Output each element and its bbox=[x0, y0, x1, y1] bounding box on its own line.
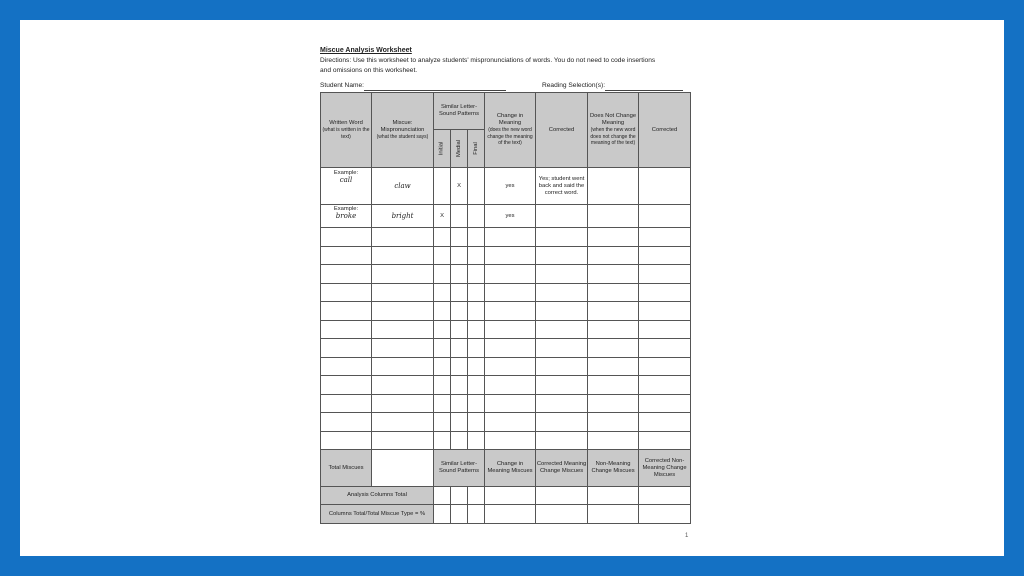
worksheet-row bbox=[321, 357, 691, 376]
student-name-line[interactable] bbox=[364, 82, 506, 91]
worksheet-cell[interactable] bbox=[434, 265, 451, 284]
example-change[interactable]: yes bbox=[485, 168, 536, 205]
total-non-meaning-label: Non-Meaning Change Miscues bbox=[588, 450, 639, 487]
worksheet-cell[interactable] bbox=[321, 320, 372, 339]
worksheet-cell[interactable] bbox=[372, 228, 434, 247]
worksheet-cell[interactable] bbox=[372, 413, 434, 432]
worksheet-cell[interactable] bbox=[639, 265, 691, 284]
columns-total-cell[interactable] bbox=[639, 505, 691, 524]
worksheet-cell[interactable] bbox=[434, 228, 451, 247]
columns-total-row bbox=[321, 505, 691, 524]
total-miscues-label: Total Miscues bbox=[321, 450, 372, 487]
worksheet-cell[interactable] bbox=[536, 376, 588, 395]
worksheet-cell[interactable] bbox=[485, 413, 536, 432]
worksheet-cell[interactable] bbox=[485, 265, 536, 284]
worksheet-row bbox=[321, 394, 691, 413]
worksheet-cell[interactable] bbox=[468, 413, 485, 432]
worksheet-cell[interactable] bbox=[588, 246, 639, 265]
worksheet-cell[interactable] bbox=[536, 357, 588, 376]
worksheet-cell[interactable] bbox=[321, 246, 372, 265]
worksheet-row bbox=[321, 339, 691, 358]
worksheet-cell[interactable] bbox=[485, 394, 536, 413]
columns-total-cell[interactable] bbox=[536, 505, 588, 524]
worksheet-cell[interactable] bbox=[639, 431, 691, 450]
worksheet-cell[interactable] bbox=[321, 265, 372, 284]
worksheet-cell[interactable] bbox=[588, 302, 639, 321]
worksheet-cell[interactable] bbox=[588, 376, 639, 395]
worksheet-cell[interactable] bbox=[485, 320, 536, 339]
worksheet-cell[interactable] bbox=[321, 339, 372, 358]
worksheet-cell[interactable] bbox=[434, 376, 451, 395]
example-initial[interactable]: X bbox=[434, 205, 451, 228]
miscue-table bbox=[320, 92, 691, 524]
worksheet-cell[interactable] bbox=[434, 320, 451, 339]
reading-selection-line[interactable] bbox=[605, 82, 683, 91]
worksheet-cell[interactable] bbox=[536, 283, 588, 302]
worksheet-row bbox=[321, 376, 691, 395]
worksheet-cell[interactable] bbox=[468, 376, 485, 395]
example-miscue[interactable]: claw bbox=[372, 168, 434, 205]
worksheet-cell[interactable] bbox=[321, 394, 372, 413]
worksheet-cell[interactable] bbox=[434, 357, 451, 376]
worksheet-row bbox=[321, 302, 691, 321]
worksheet-cell[interactable] bbox=[451, 339, 468, 358]
worksheet-cell[interactable] bbox=[485, 228, 536, 247]
worksheet-cell[interactable] bbox=[468, 320, 485, 339]
example-medial[interactable]: X bbox=[451, 168, 468, 205]
worksheet-cell[interactable] bbox=[639, 413, 691, 432]
example-miscue[interactable]: bright bbox=[372, 205, 434, 228]
worksheet-cell[interactable] bbox=[372, 265, 434, 284]
header-medial: Medial bbox=[451, 130, 468, 168]
worksheet-cell[interactable] bbox=[451, 265, 468, 284]
worksheet-cell[interactable] bbox=[485, 302, 536, 321]
example-row bbox=[321, 168, 691, 205]
analysis-cell[interactable] bbox=[434, 487, 451, 505]
analysis-cell[interactable] bbox=[639, 487, 691, 505]
worksheet-row bbox=[321, 283, 691, 302]
example-does-not-change[interactable] bbox=[588, 168, 639, 205]
header-final: Final bbox=[468, 130, 485, 168]
worksheet-cell[interactable] bbox=[588, 431, 639, 450]
worksheet-cell[interactable] bbox=[451, 394, 468, 413]
worksheet-cell[interactable] bbox=[451, 413, 468, 432]
worksheet-cell[interactable] bbox=[434, 431, 451, 450]
worksheet-cell[interactable] bbox=[536, 228, 588, 247]
worksheet-cell[interactable] bbox=[639, 339, 691, 358]
worksheet-cell[interactable] bbox=[468, 431, 485, 450]
header-similar: Similar Letter-Sound Patterns bbox=[434, 93, 485, 130]
example-change[interactable]: yes bbox=[485, 205, 536, 228]
columns-total-label: Columns Total/Total Miscue Type = % bbox=[321, 505, 434, 524]
worksheet-cell[interactable] bbox=[485, 283, 536, 302]
worksheet-cell[interactable] bbox=[321, 413, 372, 432]
analysis-cell[interactable] bbox=[468, 487, 485, 505]
worksheet-cell[interactable] bbox=[434, 246, 451, 265]
worksheet-cell[interactable] bbox=[588, 283, 639, 302]
worksheet-cell[interactable] bbox=[372, 394, 434, 413]
worksheet-cell[interactable] bbox=[434, 394, 451, 413]
worksheet-cell[interactable] bbox=[485, 431, 536, 450]
header-initial: Initial bbox=[434, 130, 451, 168]
worksheet-cell[interactable] bbox=[451, 376, 468, 395]
worksheet-cell[interactable] bbox=[451, 302, 468, 321]
worksheet-cell[interactable] bbox=[536, 431, 588, 450]
analysis-cell[interactable] bbox=[451, 487, 468, 505]
header-change-in-meaning: Change in Meaning (does the new word change the meaning of the text) bbox=[485, 93, 536, 168]
worksheet-row bbox=[321, 246, 691, 265]
total-change-label: Change in Meaning Miscues bbox=[485, 450, 536, 487]
header-corrected-2: Corrected bbox=[639, 93, 691, 168]
total-corrected-non-meaning-label: Corrected Non-Meaning Change Miscues bbox=[639, 450, 691, 487]
total-corrected-meaning-label: Corrected Meaning Change Miscues bbox=[536, 450, 588, 487]
columns-total-cell[interactable] bbox=[451, 505, 468, 524]
total-miscues-value[interactable] bbox=[372, 450, 434, 487]
worksheet-cell[interactable] bbox=[639, 394, 691, 413]
worksheet-cell[interactable] bbox=[372, 376, 434, 395]
worksheet-cell[interactable] bbox=[372, 246, 434, 265]
columns-total-cell[interactable] bbox=[588, 505, 639, 524]
worksheet-cell[interactable] bbox=[451, 246, 468, 265]
analysis-total-label: Analysis Columns Total bbox=[321, 487, 434, 505]
worksheet-cell[interactable] bbox=[321, 376, 372, 395]
slide-background bbox=[20, 20, 1004, 556]
worksheet-row bbox=[321, 265, 691, 284]
worksheet-cell[interactable] bbox=[588, 394, 639, 413]
worksheet-cell[interactable] bbox=[321, 302, 372, 321]
reading-selection-label: Reading Selection(s): bbox=[542, 82, 606, 89]
worksheet-cell[interactable] bbox=[485, 376, 536, 395]
header-does-not-change: Does Not Change Meaning (when the new word does not change the meaning of the text) bbox=[588, 93, 639, 168]
worksheet-cell[interactable] bbox=[434, 283, 451, 302]
example-final[interactable] bbox=[468, 168, 485, 205]
worksheet-cell[interactable] bbox=[372, 339, 434, 358]
worksheet-cell[interactable] bbox=[372, 357, 434, 376]
worksheet-cell[interactable] bbox=[536, 339, 588, 358]
worksheet-cell[interactable] bbox=[372, 302, 434, 321]
worksheet-cell[interactable] bbox=[451, 283, 468, 302]
example-initial[interactable] bbox=[434, 168, 451, 205]
example-corrected-2[interactable] bbox=[639, 205, 691, 228]
analysis-total-row bbox=[321, 487, 691, 505]
worksheet-cell[interactable] bbox=[639, 320, 691, 339]
header-fields bbox=[320, 81, 692, 91]
worksheet-cell[interactable] bbox=[588, 339, 639, 358]
columns-total-cell[interactable] bbox=[434, 505, 451, 524]
worksheet-cell[interactable] bbox=[434, 302, 451, 321]
example-final[interactable] bbox=[468, 205, 485, 228]
worksheet-cell[interactable] bbox=[485, 339, 536, 358]
example-does-not-change[interactable] bbox=[588, 205, 639, 228]
worksheet-cell[interactable] bbox=[639, 302, 691, 321]
worksheet-cell[interactable] bbox=[639, 283, 691, 302]
example-written-word[interactable]: Example: call bbox=[321, 168, 372, 205]
columns-total-cell[interactable] bbox=[468, 505, 485, 524]
worksheet-cell[interactable] bbox=[639, 228, 691, 247]
totals-row bbox=[321, 450, 691, 487]
worksheet-title: Miscue Analysis Worksheet bbox=[320, 47, 412, 54]
worksheet-cell[interactable] bbox=[588, 357, 639, 376]
worksheet-row bbox=[321, 431, 691, 450]
worksheet-cell[interactable] bbox=[485, 357, 536, 376]
total-similar-label: Similar Letter-Sound Patterns bbox=[434, 450, 485, 487]
worksheet-cell[interactable] bbox=[321, 431, 372, 450]
worksheet-cell[interactable] bbox=[321, 228, 372, 247]
worksheet-cell[interactable] bbox=[372, 320, 434, 339]
worksheet-cell[interactable] bbox=[372, 431, 434, 450]
worksheet-cell[interactable] bbox=[468, 357, 485, 376]
worksheet-cell[interactable] bbox=[451, 228, 468, 247]
worksheet-cell[interactable] bbox=[639, 376, 691, 395]
worksheet-cell[interactable] bbox=[451, 431, 468, 450]
directions-line-1: Directions: Use this worksheet to analyze students' mispronunciations of words. You do not need to code insertions bbox=[320, 57, 656, 64]
worksheet-cell[interactable] bbox=[468, 302, 485, 321]
example-medial[interactable] bbox=[451, 205, 468, 228]
example-corrected[interactable]: Yes; student went back and said the correct word. bbox=[536, 168, 588, 205]
analysis-cell[interactable] bbox=[536, 487, 588, 505]
worksheet-cell[interactable] bbox=[372, 283, 434, 302]
directions bbox=[320, 56, 692, 76]
header-written-word: Written Word (what is written in the text) bbox=[321, 93, 372, 168]
worksheet-cell[interactable] bbox=[588, 413, 639, 432]
worksheet-cell[interactable] bbox=[434, 339, 451, 358]
analysis-cell[interactable] bbox=[588, 487, 639, 505]
worksheet-cell[interactable] bbox=[451, 320, 468, 339]
header-miscue: Miscue: Mispronunciation (what the student says) bbox=[372, 93, 434, 168]
example-corrected[interactable] bbox=[536, 205, 588, 228]
header-corrected: Corrected bbox=[536, 93, 588, 168]
worksheet-cell[interactable] bbox=[639, 357, 691, 376]
worksheet-cell[interactable] bbox=[639, 246, 691, 265]
reading-selection-field[interactable] bbox=[542, 81, 683, 91]
worksheet-cell[interactable] bbox=[588, 228, 639, 247]
worksheet-cell[interactable] bbox=[468, 339, 485, 358]
student-name-field[interactable] bbox=[320, 81, 506, 91]
directions-line-2: and omissions on this worksheet. bbox=[320, 67, 418, 74]
worksheet-cell[interactable] bbox=[468, 228, 485, 247]
worksheet-cell[interactable] bbox=[536, 394, 588, 413]
worksheet-cell[interactable] bbox=[536, 265, 588, 284]
example-written-word[interactable]: Example: broke bbox=[321, 205, 372, 228]
worksheet-cell[interactable] bbox=[468, 283, 485, 302]
worksheet-cell[interactable] bbox=[536, 320, 588, 339]
worksheet-row bbox=[321, 320, 691, 339]
worksheet-cell[interactable] bbox=[536, 413, 588, 432]
worksheet-cell[interactable] bbox=[468, 246, 485, 265]
worksheet-cell[interactable] bbox=[321, 357, 372, 376]
example-corrected-2[interactable] bbox=[639, 168, 691, 205]
worksheet-cell[interactable] bbox=[588, 265, 639, 284]
example-row bbox=[321, 205, 691, 228]
analysis-cell[interactable] bbox=[485, 487, 536, 505]
worksheet-cell[interactable] bbox=[536, 302, 588, 321]
worksheet bbox=[320, 46, 692, 524]
columns-total-cell[interactable] bbox=[485, 505, 536, 524]
worksheet-cell[interactable] bbox=[468, 265, 485, 284]
worksheet-cell[interactable] bbox=[321, 283, 372, 302]
worksheet-cell[interactable] bbox=[468, 394, 485, 413]
student-name-label: Student Name: bbox=[320, 82, 364, 89]
worksheet-cell[interactable] bbox=[434, 413, 451, 432]
worksheet-cell[interactable] bbox=[588, 320, 639, 339]
page-number: 1 bbox=[685, 533, 689, 539]
worksheet-cell[interactable] bbox=[451, 357, 468, 376]
worksheet-row bbox=[321, 413, 691, 432]
worksheet-cell[interactable] bbox=[536, 246, 588, 265]
worksheet-row bbox=[321, 228, 691, 247]
worksheet-cell[interactable] bbox=[485, 246, 536, 265]
